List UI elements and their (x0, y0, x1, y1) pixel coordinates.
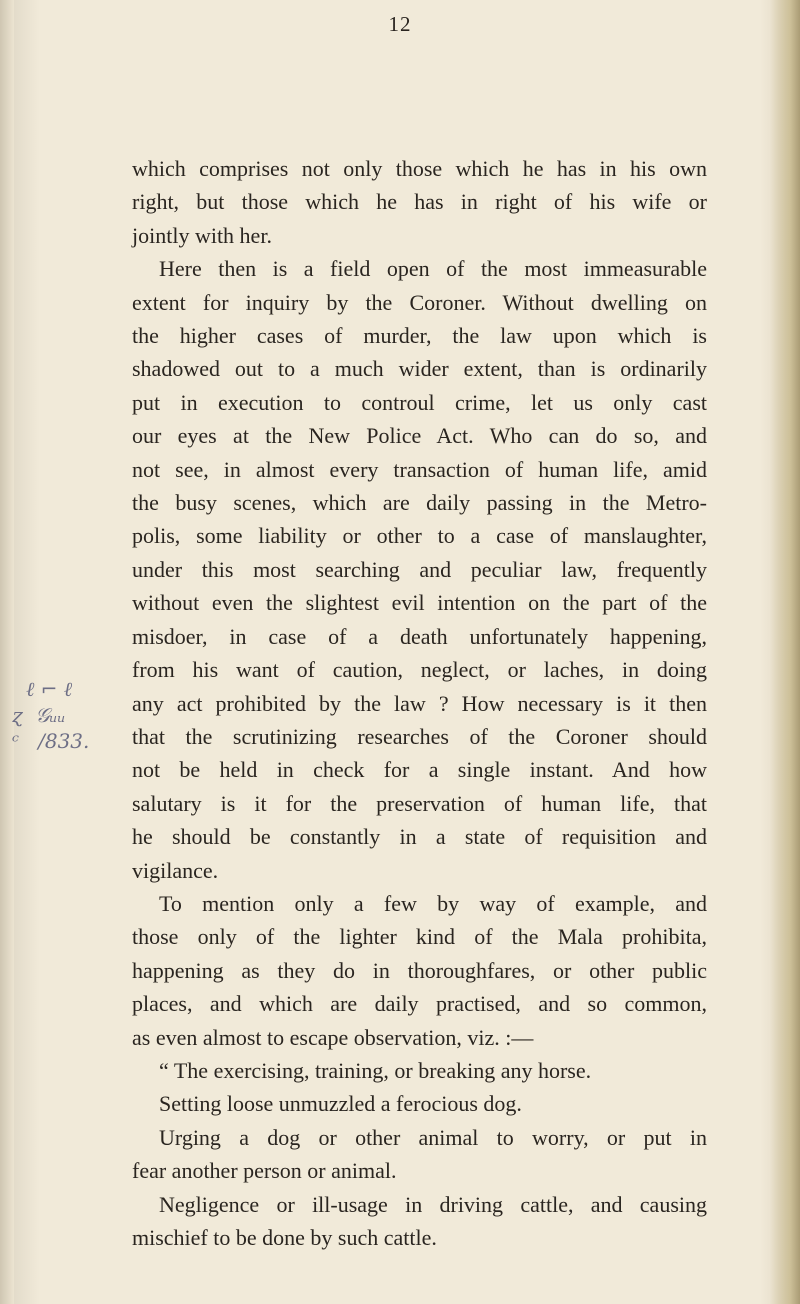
text-line: right, but those which he has in right of his wife or (132, 189, 707, 215)
text-line: he should be constantly in a state of requisition and (132, 824, 707, 850)
page-number: 12 (388, 12, 412, 36)
text-line: from his want of caution, neglect, or laches, in doing (132, 657, 707, 683)
text-line: not see, in almost every transaction of human life, amid (132, 456, 707, 482)
text-line: polis, some liability or other to a case of manslaughter, (132, 523, 707, 549)
text-line: put in execution to controul crime, let us only cast (132, 389, 707, 415)
text-line: any act prohibited by the law ? How necessary is it then (132, 690, 707, 716)
text-line: Urging a dog or other animal to worry, or put in (159, 1124, 707, 1150)
page-gutter (0, 0, 14, 1304)
page-edge-stain (770, 0, 800, 1304)
body-text (132, 152, 707, 1254)
text-line: that the scrutinizing researches of the Coroner should (132, 723, 707, 749)
text-line: Here then is a field open of the most immeasurable (159, 256, 707, 282)
text-line: those only of the lighter kind of the Mala prohibita, (132, 924, 707, 950)
text-line: extent for inquiry by the Coroner. Without dwelling on (132, 289, 707, 315)
text-line: mischief to be done by such cattle. (132, 1225, 437, 1250)
text-line: To mention only a few by way of example, and (159, 890, 707, 916)
text-line: happening as they do in thoroughfares, or other public (132, 957, 707, 983)
text-line: Negligence or ill-usage in driving cattle, and causing (159, 1191, 707, 1217)
text-line: misdoer, in case of a death unfortunately happening, (132, 623, 707, 649)
text-line: fear another person or animal. (132, 1158, 397, 1184)
text-line: which comprises not only those which he has in his own (132, 156, 707, 181)
text-line: the busy scenes, which are daily passing in the Metro- (132, 490, 707, 516)
text-line: salutary is it for the preservation of human life, that (132, 790, 707, 816)
text-line: as even almost to escape observation, viz. :— (132, 1024, 534, 1050)
text-line: jointly with her. (132, 222, 272, 248)
text-line: Setting loose unmuzzled a ferocious dog. (159, 1091, 522, 1117)
text-line: places, and which are daily practised, and so common, (132, 991, 707, 1017)
text-line: without even the slightest evil intention on the part of the (132, 590, 707, 616)
text-line: our eyes at the New Police Act. Who can do so, and (132, 423, 707, 449)
margin-handwriting: ℓ ⌐ ℓ ɀ 𝒢ᵤᵤ ᶜ /833. (12, 677, 90, 753)
text-line: “ The exercising, training, or breaking any horse. (159, 1057, 592, 1083)
text-line: under this most searching and peculiar law, frequently (132, 556, 707, 582)
text-line: the higher cases of murder, the law upon which is (132, 323, 707, 349)
text-line: not be held in check for a single instant. And how (132, 757, 707, 783)
text-line: vigilance. (132, 857, 219, 883)
text-line: shadowed out to a much wider extent, than is ordinarily (132, 356, 707, 382)
